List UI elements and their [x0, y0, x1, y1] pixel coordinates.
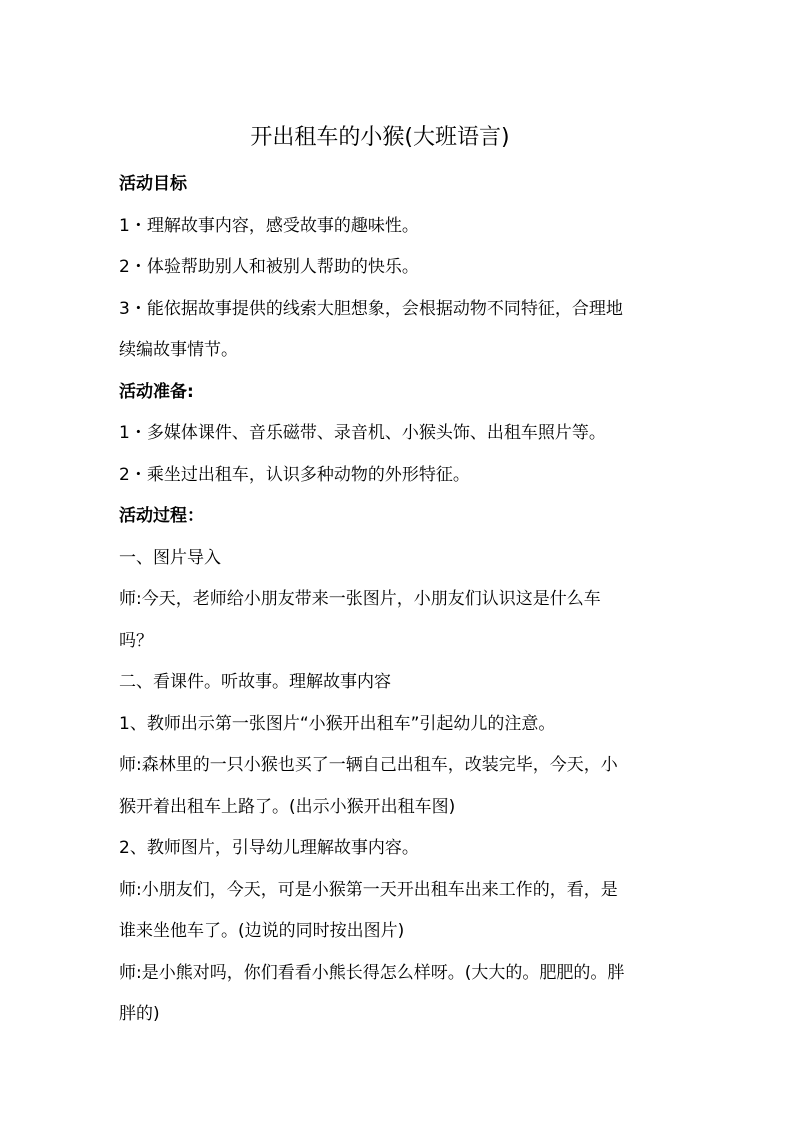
- body-line: 1、教师出示第一张图片“小猴开出租车”引起幼儿的注意。: [119, 713, 556, 734]
- body-line: 师:小朋友们，今天，可是小猴第一天开出租车出来工作的，看，是: [119, 879, 618, 900]
- body-line: 续编故事情节。: [119, 340, 238, 360]
- body-line: 师:森林里的一只小猴也买了一辆自己出租车，改装完毕，今天，小: [119, 755, 618, 775]
- body-line: 师:是小熊对吗，你们看看小熊长得怎么样呀。(大大的。肥肥的。胖: [119, 962, 625, 983]
- body-line: 1・理解故事内容，感受故事的趣味性。: [119, 215, 419, 236]
- body-line: 二、看课件。听故事。理解故事内容: [119, 672, 391, 692]
- body-line: 3・能依据故事提供的线索大胆想象，会根据动物不同特征，合理地: [119, 298, 623, 319]
- body-line: 师:今天，老师给小朋友带来一张图片，小朋友们认识这是什么车: [119, 589, 601, 609]
- body-line: 2・体验帮助别人和被别人帮助的快乐。: [119, 257, 419, 277]
- body-line: 2・乘坐过出租车，认识多种动物的外形特征。: [119, 464, 470, 485]
- body-line: 谁来坐他车了。(边说的同时按出图片): [119, 921, 405, 941]
- body-line: 1・多媒体课件、音乐磁带、录音机、小猴头饰、出租车照片等。: [119, 423, 606, 443]
- document-body: [119, 164, 679, 1036]
- body-line: 猴开着出租车上路了。(出示小猴开出租车图): [119, 796, 456, 817]
- section-heading: 活动准备:: [119, 381, 194, 402]
- section-heading: 活动过程：: [119, 506, 204, 526]
- section-heading: 活动目标: [119, 174, 187, 194]
- body-line: 吗？: [119, 630, 153, 651]
- document-title: 开出租车的小猴(大班语言): [250, 125, 510, 150]
- body-line: 2、教师图片，引导幼儿理解故事内容。: [119, 838, 419, 858]
- body-line: 胖的): [119, 1004, 160, 1024]
- body-line: 一、图片导入: [119, 547, 221, 568]
